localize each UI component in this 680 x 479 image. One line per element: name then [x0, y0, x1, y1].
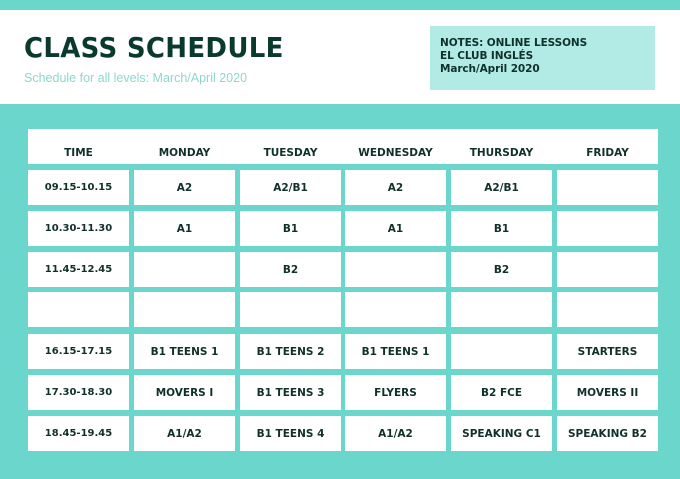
class-cell-tuesday: B1 [240, 211, 341, 246]
class-cell-wednesday: A1 [345, 211, 446, 246]
class-cell-friday: MOVERS II [557, 375, 658, 410]
column-header-tuesday: TUESDAY [263, 147, 318, 159]
time-slot-cell: 18.45-19.45 [28, 416, 129, 451]
class-cell-tuesday: B1 TEENS 4 [240, 416, 341, 451]
column-header-friday: FRIDAY [586, 147, 629, 159]
class-cell-friday: SPEAKING B2 [557, 416, 658, 451]
class-cell-thursday: SPEAKING C1 [451, 416, 552, 451]
class-cell-friday [557, 252, 658, 287]
time-slot-cell: 11.45-12.45 [28, 252, 129, 287]
page-title: CLASS SCHEDULE [24, 33, 284, 65]
class-cell-wednesday: A1/A2 [345, 416, 446, 451]
class-cell-friday [557, 170, 658, 205]
class-cell-monday [134, 292, 235, 327]
class-cell-wednesday [345, 252, 446, 287]
column-header-monday: MONDAY [158, 147, 211, 159]
class-cell-monday [134, 252, 235, 287]
class-cell-monday: A2 [134, 170, 235, 205]
column-header-wednesday: WEDNESDAY [358, 147, 433, 159]
column-header-time: TIME [64, 147, 93, 159]
class-cell-thursday [451, 334, 552, 369]
class-cell-wednesday [345, 292, 446, 327]
class-cell-monday: A1 [134, 211, 235, 246]
class-cell-tuesday [240, 292, 341, 327]
class-cell-tuesday: B1 TEENS 3 [240, 375, 341, 410]
notes-line: March/April 2020 [440, 63, 540, 75]
class-cell-monday: A1/A2 [134, 416, 235, 451]
class-cell-friday [557, 292, 658, 327]
class-cell-thursday: B2 [451, 252, 552, 287]
top-accent-stripe [0, 0, 680, 10]
class-cell-wednesday: B1 TEENS 1 [345, 334, 446, 369]
class-cell-tuesday: A2/B1 [240, 170, 341, 205]
time-slot-cell: 10.30-11.30 [28, 211, 129, 246]
notes-line: NOTES: ONLINE LESSONS [440, 37, 588, 49]
class-cell-thursday [451, 292, 552, 327]
time-slot-cell: 17.30-18.30 [28, 375, 129, 410]
notes-box [430, 26, 655, 90]
class-cell-thursday: A2/B1 [451, 170, 552, 205]
class-cell-friday: STARTERS [557, 334, 658, 369]
column-header-thursday: THURSDAY [469, 147, 534, 159]
time-slot-cell: 09.15-10.15 [28, 170, 129, 205]
time-slot-cell: 16.15-17.15 [28, 334, 129, 369]
class-cell-thursday: B2 FCE [451, 375, 552, 410]
notes-line: EL CLUB INGLÉS [440, 50, 534, 62]
class-cell-friday [557, 211, 658, 246]
time-slot-cell [28, 292, 129, 327]
class-cell-tuesday: B1 TEENS 2 [240, 334, 341, 369]
class-cell-tuesday: B2 [240, 252, 341, 287]
class-cell-thursday: B1 [451, 211, 552, 246]
class-cell-monday: MOVERS I [134, 375, 235, 410]
page-subtitle: Schedule for all levels: March/April 2020 [24, 71, 248, 85]
class-cell-monday: B1 TEENS 1 [134, 334, 235, 369]
class-cell-wednesday: FLYERS [345, 375, 446, 410]
table-header-row [28, 129, 658, 164]
class-cell-wednesday: A2 [345, 170, 446, 205]
